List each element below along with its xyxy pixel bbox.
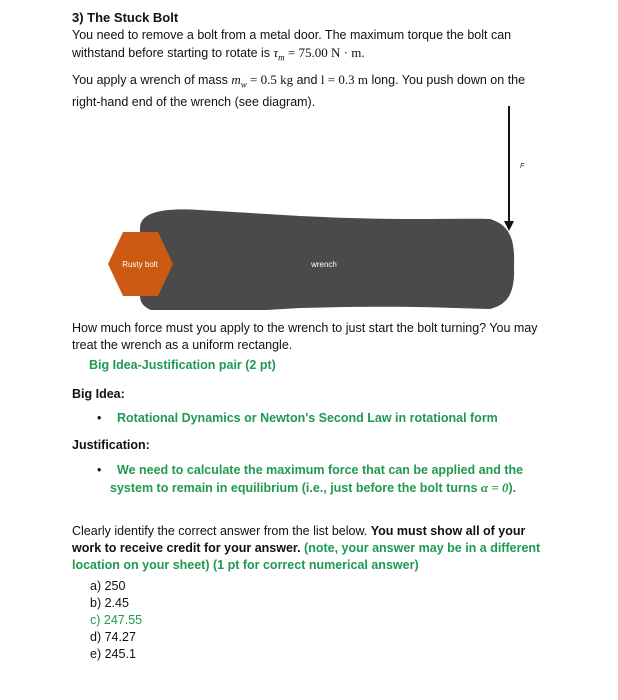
pair-label: Big Idea-Justification pair (2 pt) (89, 358, 276, 372)
instructions-line-2: work to receive credit for your answer. (note, your answer may be in a different (72, 541, 541, 555)
option-e[interactable]: e) 245.1 (90, 647, 136, 661)
wrench-label: wrench (311, 260, 337, 269)
apply-line-2: right-hand end of the wrench (see diagram). (72, 94, 316, 109)
answer-options (90, 578, 142, 663)
apply-line-1: You apply a wrench of mass $m_w = 0.5$ kg and l = 0.3 m long. You push down on the (72, 72, 526, 90)
justification-item (97, 462, 547, 497)
force-label: F (520, 163, 525, 170)
length-expression: l = 0.3 m (320, 72, 368, 87)
big-idea-text: Rotational Dynamics or Newton's Second Law in rotational form (117, 411, 498, 425)
instructions-line-1: Clearly identify the correct answer from the list below. You must show all of your (72, 524, 526, 538)
option-a[interactable]: a) 250 (90, 579, 126, 593)
question-line-1: How much force must you apply to the wrench to just start the bolt turning? You may (72, 321, 538, 335)
instructions-line-3: location on your sheet) (1 pt for correct numerical answer) (72, 558, 419, 572)
bullet-dot: • (97, 411, 102, 425)
question-paragraph (72, 320, 562, 354)
intro-paragraph (72, 27, 552, 67)
big-idea-heading: Big Idea: (72, 387, 125, 401)
option-c[interactable]: c) 247.55 (90, 613, 143, 627)
wrench-diagram (0, 100, 618, 310)
option-d[interactable]: d) 74.27 (90, 630, 136, 644)
question-line-2: treat the wrench as a uniform rectangle. (72, 338, 293, 352)
answer-instructions (72, 523, 572, 574)
bolt-label: Rusty bolt (122, 260, 158, 269)
option-b[interactable]: b) 2.45 (90, 596, 129, 610)
justification-line-1: We need to calculate the maximum force that can be applied and the (117, 463, 524, 477)
mass-expression: $m_w = 0.5$ kg (231, 72, 294, 90)
justification-line-2: system to remain in equilibrium (i.e., just before the bolt turns α = 0). (110, 480, 517, 495)
justification-heading: Justification: (72, 438, 150, 452)
problem-title: 3) The Stuck Bolt (72, 10, 179, 25)
big-idea-item (97, 411, 547, 425)
torque-symbol: $\tau_m = 75.00$ N · m. (273, 45, 365, 63)
intro-line-2: withstand before starting to rotate is $\tau_m = 75.00$ N · m. (72, 45, 365, 63)
bullet-dot: • (97, 463, 102, 477)
intro-line-1: You need to remove a bolt from a metal door. The maximum torque the bolt can (72, 28, 512, 42)
alpha-expression: α = 0 (480, 480, 509, 495)
